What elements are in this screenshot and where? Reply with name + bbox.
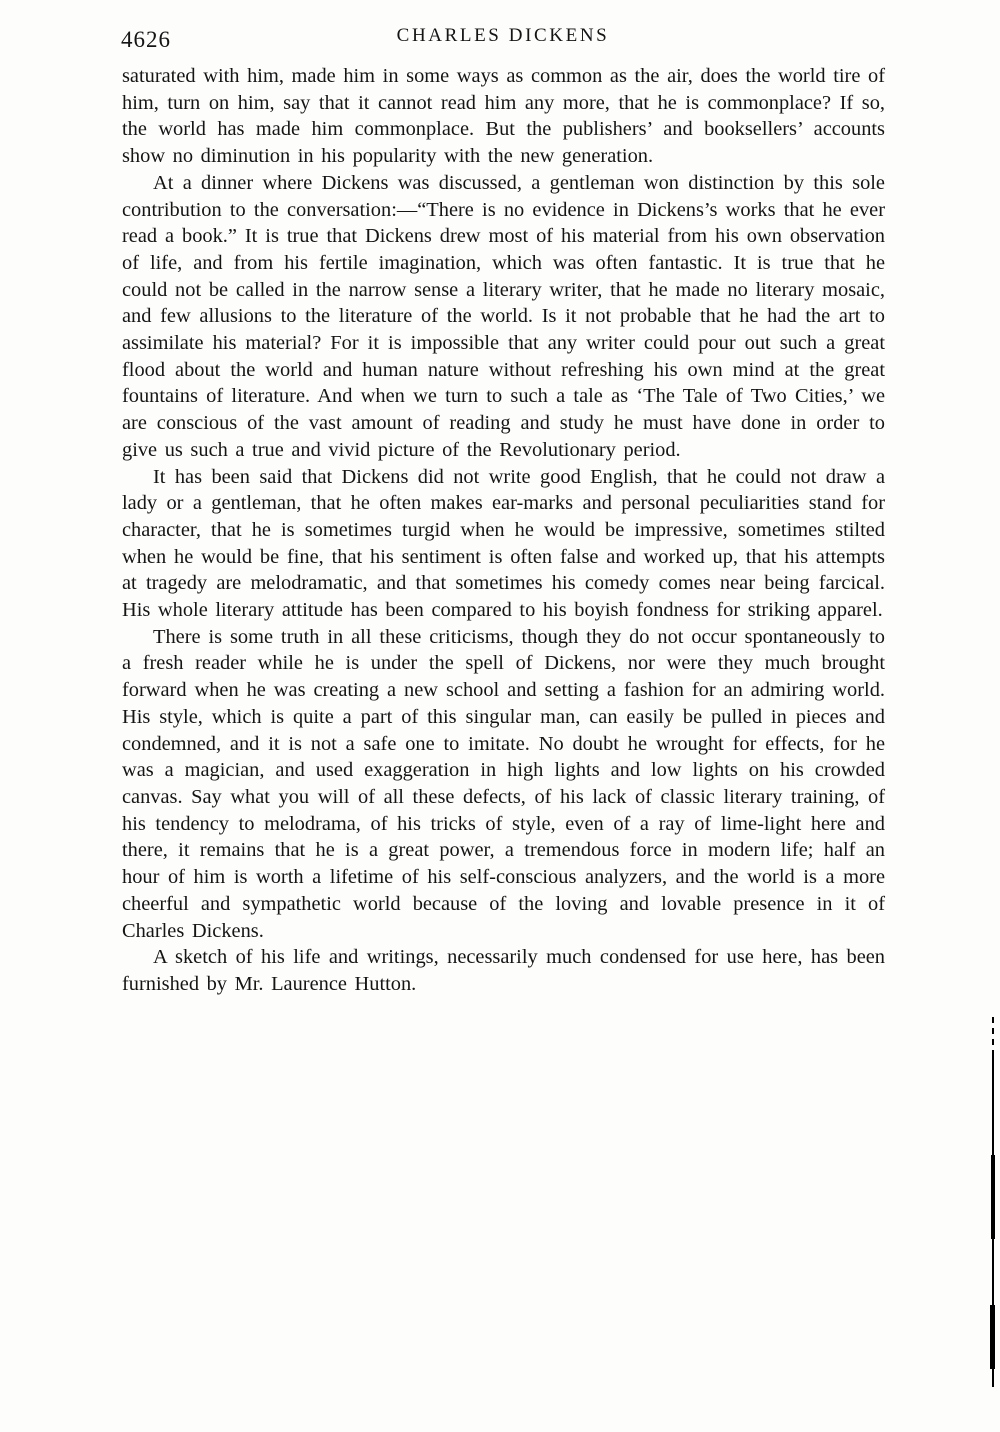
paragraph-2: At a dinner where Dickens was discussed, a gentleman won distinction by this sole contribution to the conversation:—“There is no evidence in Dickens’s works that he ever read a book.” It is true that Dickens drew most of his material from his own observation of life, and from his fertile imagination, which was often fantastic. It is true that he could not be called in the narrow sense a literary writer, that he made no literary mosaic, and few allusions to the literature of the world. Is it not probable that he had the art to assimilate his material? For it is impossible that any writer could pour out such a great flood about the world and human nature without refreshing his own mind at the great fountains of literature. And when we turn to such a tale as ‘The Tale of Two Cities,’ we are conscious of the vast amount of reading and study he must have done in order to give us such a true and vivid picture of the Revolutionary period. [122, 171, 885, 461]
running-header-title: CHARLES DICKENS [396, 25, 610, 46]
scan-artifact-dashes [992, 1017, 994, 1055]
scan-artifact-line [990, 1017, 996, 1387]
paragraph-3: It has been said that Dickens did not write good English, that he could not draw a lady or a gentleman, that he often makes ear-marks and personal peculiarities stand for character, that he is sometimes turgid when he would be impressive, sometimes stilted when he would be fine, that his sentiment is often false and worked up, that his attempts at tragedy are melodramatic, and that sometimes his comedy comes near being farcical. His whole literary attitude has been compared to his boyish fondness for striking apparel. [122, 465, 885, 622]
scan-artifact-thick-segment-lower [990, 1305, 995, 1369]
paragraph-5: A sketch of his life and writings, necessarily much condensed for use here, has been furnished by Mr. Laurence Hutton. [122, 946, 885, 995]
paragraph-4: There is some truth in all these criticisms, though they do not occur spontaneously to a fresh reader while he is under the spell of Dickens, nor were they much brought forward when he was creating a new school and setting a fashion for an admiring world. His style, which is quite a part of this singular man, can easily be pulled in pieces and condemned, and it is not a safe one to imitate. No doubt he wrought for effects, for he was a magician, and used exaggeration in high lights and low lights on his crowded canvas. Say what you will of all these defects, of his lack of classic literary training, of his tendency to melodrama, of his tricks of style, even of a ray of lime-light here and there, it remains that he is a great power, a tremendous force in modern life; half an hour of him is worth a lifetime of his self-conscious analyzers, and the world is a more cheerful and sympathetic world because of the loving and lovable presence in it of Charles Dickens. [122, 625, 885, 942]
body-text-block [122, 63, 885, 998]
scan-artifact-thick-segment-upper [991, 1155, 995, 1239]
page-number: 4626 [121, 27, 171, 52]
paragraph-1: saturated with him, made him in some ways as common as the air, does the world tire of him, turn on him, say that it cannot read him any more, that he is commonplace? If so, the world has made him commonplace. But the publishers’ and booksellers’ accounts show no diminution in his popularity with the new generation. [122, 65, 885, 168]
